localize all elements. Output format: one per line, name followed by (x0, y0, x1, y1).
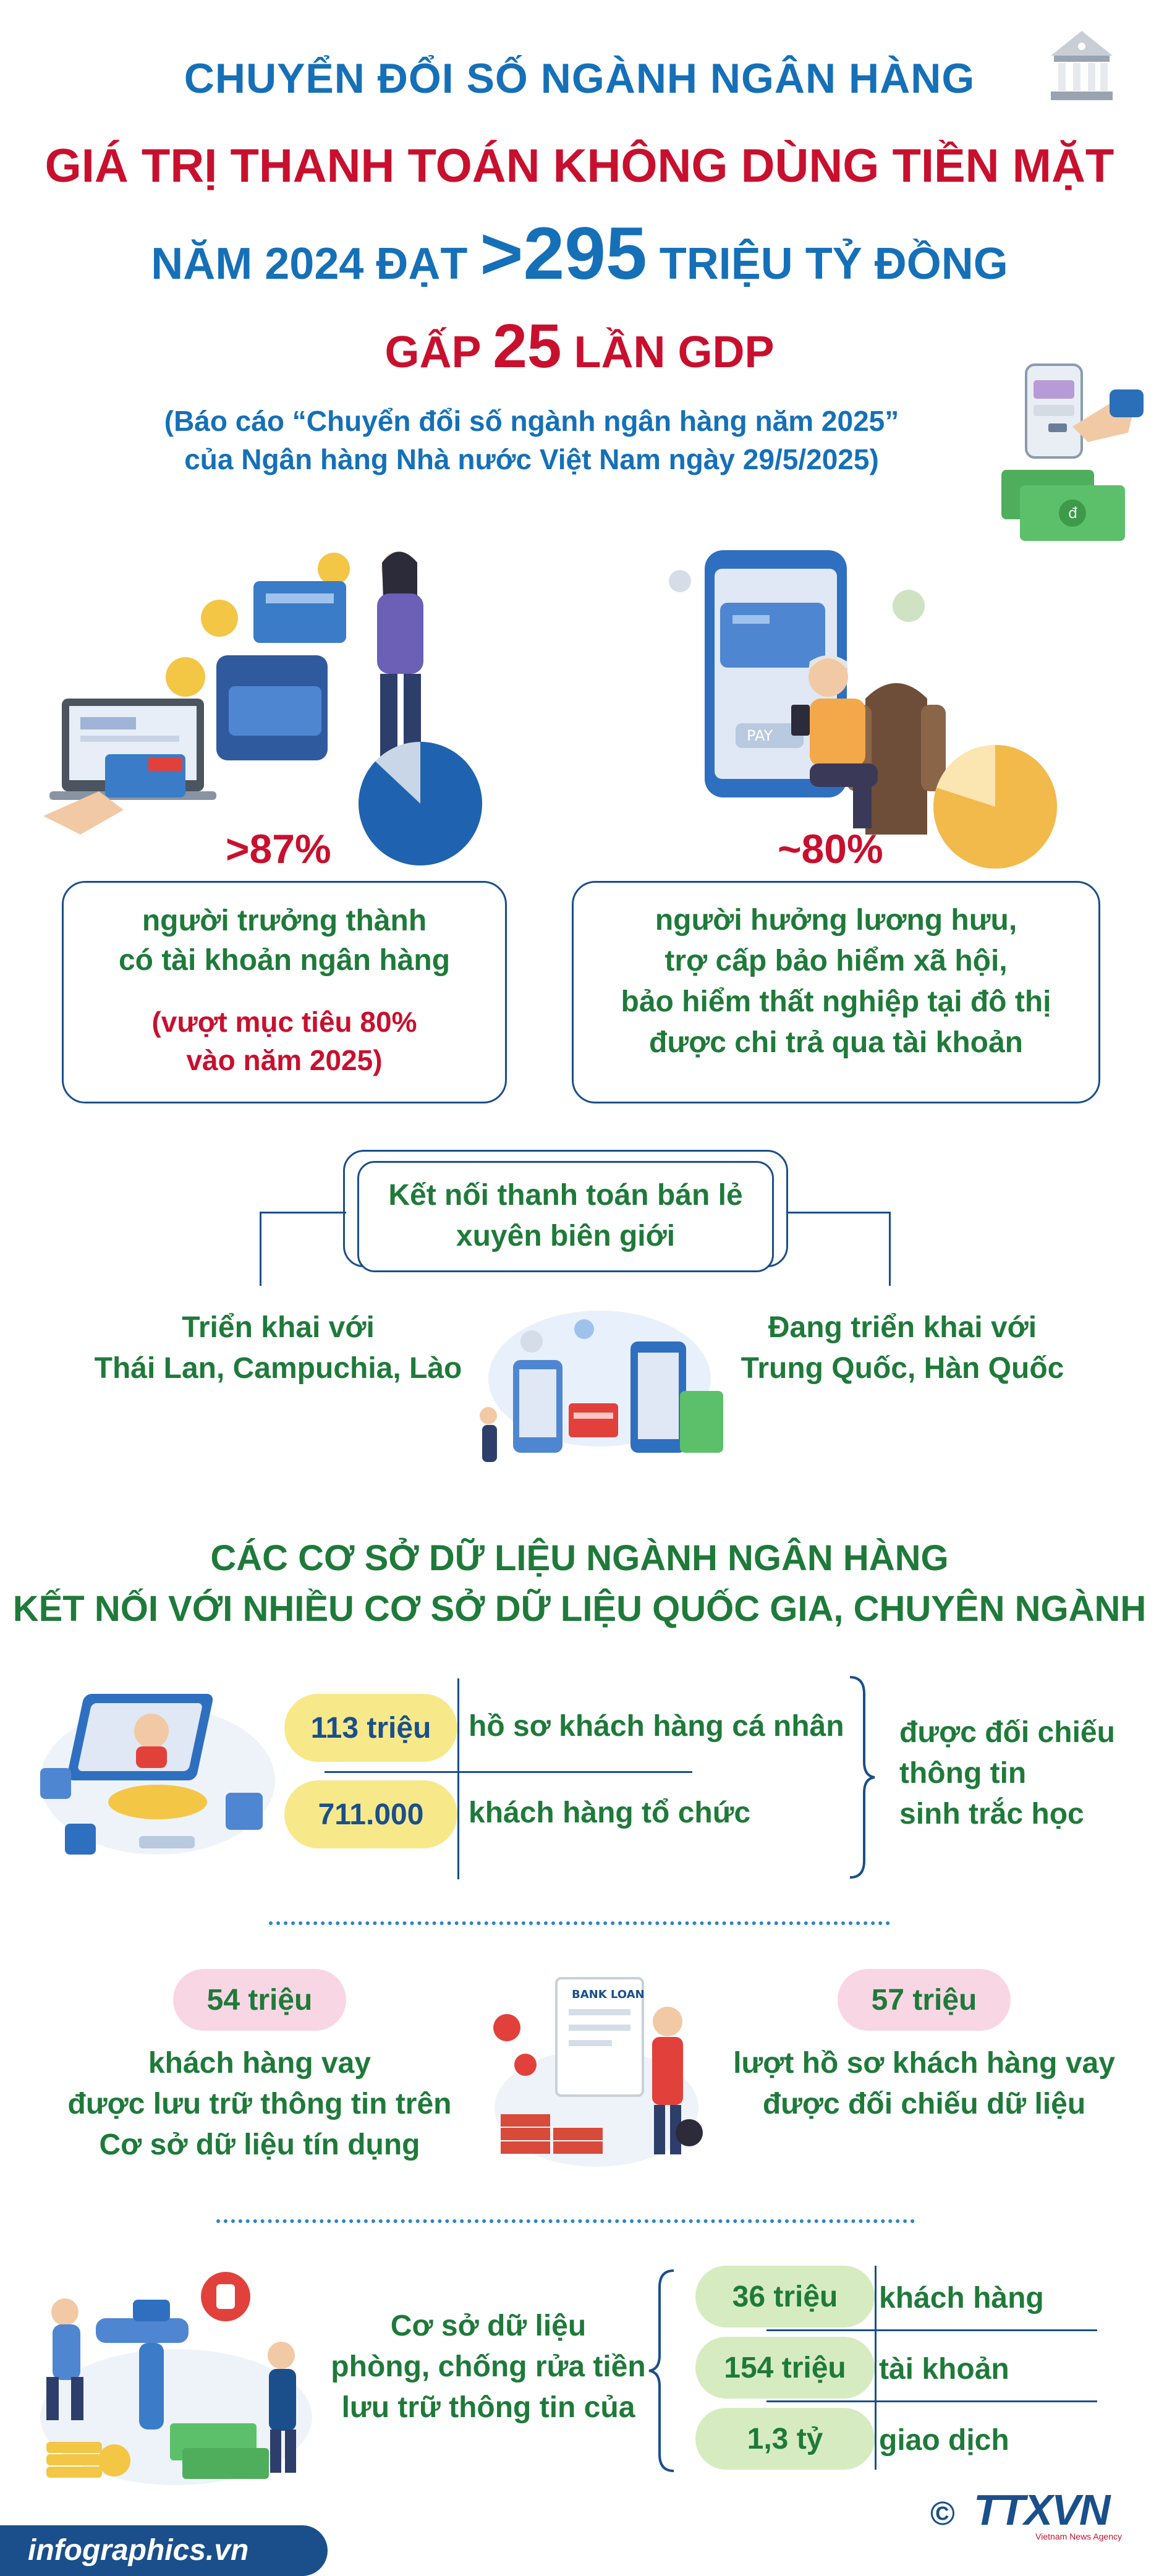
credit-left-value: 54 triệu (173, 1969, 346, 2031)
cross-border-payment-illustration (476, 1304, 736, 1471)
pie-chart-80 (924, 736, 1066, 878)
stat-left-box (62, 881, 507, 1103)
header-line-4-prefix: GẤP (384, 328, 493, 377)
databases-title-1: CÁC CƠ SỞ DỮ LIỆU NGÀNH NGÂN HÀNG (210, 1538, 949, 1578)
db-divider-horizontal (325, 1771, 692, 1773)
mobile-payment-illustration (989, 359, 1144, 556)
footer-site[interactable]: infographics.vn (28, 2534, 249, 2567)
aml-item-2-value: 154 triệu (695, 2337, 875, 2399)
cross-border-right-1: Đang triển khai với (768, 1311, 1037, 1344)
stat-right-line-2: trợ cấp bảo hiểm xã hội, (664, 945, 1008, 977)
credit-left-2: được lưu trữ thông tin trên (67, 2088, 452, 2120)
cross-border-left-2: Thái Lan, Campuchia, Lào (94, 1352, 462, 1385)
db-row1-label: hồ sơ khách hàng cá nhân (469, 1710, 844, 1743)
dashed-divider-1 (269, 1921, 890, 1925)
header-line-4-suffix: LẦN GDP (561, 328, 775, 377)
credit-left-text (37, 2043, 482, 2166)
cross-border-frame-inner (357, 1161, 774, 1272)
connector-left-horizontal (260, 1212, 346, 1214)
databases-title (0, 1533, 1159, 1634)
aml-divider-1 (766, 2329, 1097, 2331)
stat-left-value: >87% (226, 826, 331, 872)
credit-right-text (711, 2043, 1137, 2125)
ttxvn-logo (974, 2486, 1134, 2541)
aml-item-2-label: tài khoản (879, 2353, 1009, 2386)
cross-border-title (359, 1175, 772, 1257)
stat-left-note-1: (vượt mục tiêu 80% (151, 1006, 417, 1038)
header-value-295: >295 (480, 212, 647, 295)
source-note (99, 402, 964, 478)
header-line-4 (0, 312, 1159, 386)
cross-border-title-2: xuyên biên giới (456, 1220, 676, 1252)
header-value-25: 25 (493, 312, 562, 381)
header-line-3 (0, 212, 1159, 301)
stat-right-text (574, 900, 1098, 1063)
credit-right-1: lượt hồ sơ khách hàng vay (733, 2047, 1115, 2080)
bank-loan-text: BANK LOAN (572, 1988, 645, 2001)
connector-right-vertical (889, 1212, 891, 1286)
credit-right-2: được đối chiếu dữ liệu (762, 2088, 1086, 2120)
db-row2-label: khách hàng tổ chức (469, 1796, 751, 1829)
cross-border-right (711, 1307, 1094, 1389)
db-brace (847, 1675, 878, 1879)
stat-right-box (572, 881, 1100, 1103)
bank-loan-illustration (488, 1966, 705, 2170)
source-line-1: (Báo cáo “Chuyển đổi số ngành ngân hàng năm 2025” (164, 405, 899, 437)
db-right-2: thông tin (899, 1757, 1027, 1790)
money-laundering-illustration (28, 2263, 325, 2491)
cross-border-right-2: Trung Quốc, Hàn Quốc (741, 1352, 1064, 1385)
credit-right-value: 57 triệu (838, 1969, 1011, 2031)
db-right-3: sinh trắc học (899, 1798, 1084, 1830)
aml-divider-vertical (875, 2266, 877, 2470)
pie-chart-87 (349, 733, 491, 875)
aml-brace (646, 2269, 677, 2473)
db-row2-value: 711.000 (284, 1780, 457, 1848)
aml-left-text (315, 2306, 661, 2428)
pensioner-phone-illustration (643, 544, 952, 835)
databases-title-2: KẾT NỐI VỚI NHIỀU CƠ SỞ DỮ LIỆU QUỐC GIA, CHUYÊN NGÀNH (12, 1589, 1147, 1629)
ttxvn-logo-subtitle: Vietnam News Agency (1035, 2531, 1122, 2541)
header-line-2: GIÁ TRỊ THANH TOÁN KHÔNG DÙNG TIỀN MẶT (45, 140, 1114, 192)
aml-item-3-label: giao dịch (879, 2424, 1009, 2457)
bank-icon (1038, 19, 1125, 111)
aml-left-3: lưu trữ thông tin của (341, 2391, 635, 2424)
aml-item-1-value: 36 triệu (695, 2266, 875, 2327)
stat-right-line-4: được chi trả qua tài khoản (649, 1026, 1023, 1059)
cross-border-left (93, 1307, 464, 1389)
db-right-1: được đối chiếu (899, 1716, 1115, 1749)
aml-item-3-value: 1,3 tỷ (695, 2408, 875, 2470)
dashed-divider-2 (216, 2219, 915, 2223)
stat-left-line-1: người trưởng thành (142, 904, 427, 937)
header-line-3-prefix: NĂM 2024 ĐẠT (151, 239, 480, 289)
aml-left-1: Cơ sở dữ liệu (390, 2310, 587, 2342)
source-line-2: của Ngân hàng Nhà nước Việt Nam ngày 29/5/2025) (184, 443, 879, 475)
connector-left-vertical (260, 1212, 261, 1286)
db-row1-value: 113 triệu (284, 1694, 457, 1762)
credit-left-1: khách hàng vay (148, 2047, 371, 2080)
cross-border-title-1: Kết nối thanh toán bán lẻ (388, 1179, 743, 1212)
aml-left-2: phòng, chống rửa tiền (331, 2350, 646, 2383)
db-divider-vertical (457, 1678, 459, 1879)
footer-copyright: © (930, 2495, 955, 2532)
stat-left-note-2: vào năm 2025) (186, 1044, 383, 1076)
svg-text:đ: đ (1068, 504, 1078, 522)
stat-left-line-2: có tài khoản ngân hàng (118, 944, 451, 977)
stat-right-line-1: người hưởng lương hưu, (655, 904, 1017, 937)
ttxvn-logo-text: TTXVN (974, 2486, 1110, 2534)
stat-right-value: ~80% (778, 826, 883, 872)
cross-border-left-1: Triển khai với (182, 1311, 375, 1344)
connector-right-horizontal (788, 1212, 890, 1214)
credit-left-3: Cơ sở dữ liệu tín dụng (99, 2128, 420, 2161)
aml-item-1-label: khách hàng (879, 2282, 1044, 2315)
aml-divider-2 (766, 2400, 1097, 2402)
biometric-data-illustration (28, 1669, 287, 1873)
db-right-text (899, 1712, 1115, 1835)
stat-left-note (64, 1003, 505, 1079)
pay-text: PAY (747, 727, 773, 744)
stat-left-text (64, 901, 505, 980)
stat-right-line-3: bảo hiểm thất nghiệp tại đô thị (621, 985, 1051, 1018)
header-line-3-suffix: TRIỆU TỶ ĐỒNG (647, 239, 1008, 289)
header-line-1: CHUYỂN ĐỔI SỐ NGÀNH NGÂN HÀNG (184, 55, 975, 102)
